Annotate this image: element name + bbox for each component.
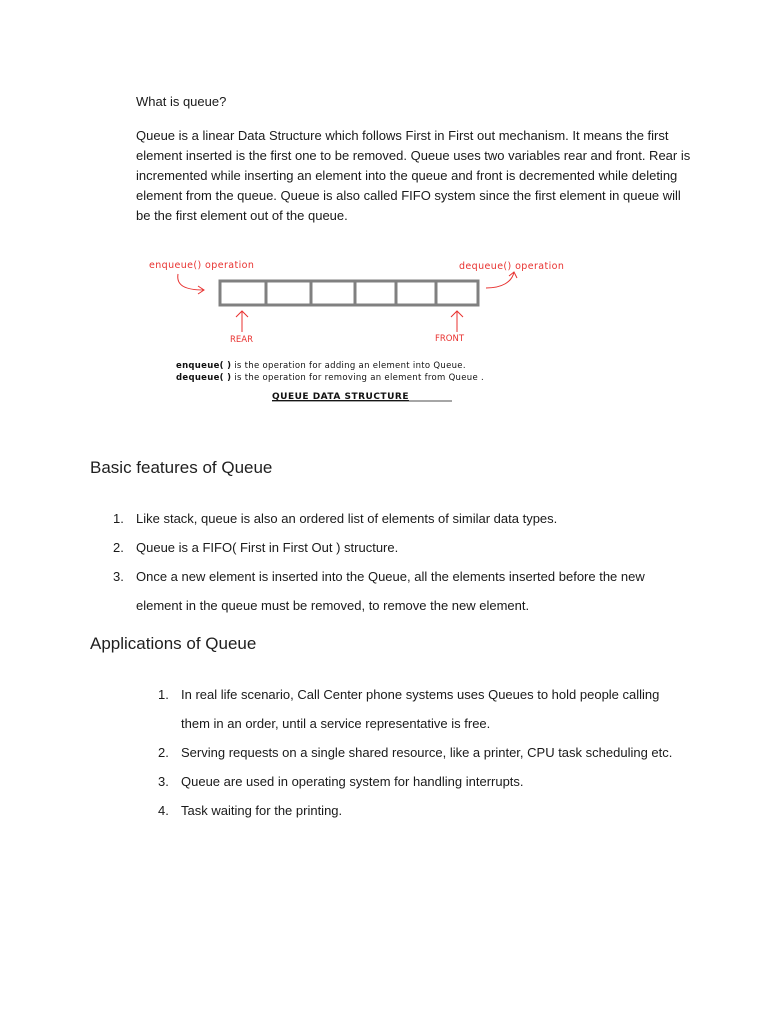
list-item-text: Once a new element is inserted into the Queue, all the elements inserted before the new element in the queue must be removed, to remove the new element. <box>136 569 645 613</box>
section-heading-basic-features: Basic features of Queue <box>90 458 273 477</box>
diagram-caption: QUEUE DATA STRUCTURE <box>272 392 409 402</box>
list-number: 4. <box>158 803 169 818</box>
rear-label: REAR <box>230 335 253 345</box>
list-number: 2. <box>113 540 124 555</box>
section-heading-what-is-queue: What is queue? <box>136 94 227 109</box>
enqueue-description: enqueue( ) is the operation for adding an element into Queue. <box>176 361 466 371</box>
front-label: FRONT <box>435 334 465 344</box>
section-heading-applications: Applications of Queue <box>90 634 257 653</box>
list-item <box>158 680 691 738</box>
dequeue-description: dequeue( ) is the operation for removing an element from Queue . <box>176 373 484 383</box>
list-item <box>113 562 676 620</box>
list-number: 2. <box>158 745 169 760</box>
dequeue-arrow <box>486 272 514 288</box>
list-item-text: In real life scenario, Call Center phone systems uses Queues to hold people calling them in an order, until a service representative is free. <box>181 687 660 731</box>
queue-cells <box>220 281 478 305</box>
queue-diagram <box>140 248 590 408</box>
list-item <box>158 767 691 796</box>
list-number: 1. <box>113 511 124 526</box>
list-item <box>158 738 691 767</box>
list-item-text: Queue is a FIFO( First in First Out ) structure. <box>136 540 399 555</box>
list-number: 1. <box>158 687 169 702</box>
list-item-text: Queue are used in operating system for handling interrupts. <box>181 774 524 789</box>
features-list <box>113 504 676 620</box>
list-item <box>113 504 676 533</box>
list-item-text: Like stack, queue is also an ordered list of elements of similar data types. <box>136 511 558 526</box>
list-item <box>113 533 676 562</box>
intro-paragraph: Queue is a linear Data Structure which follows First in First out mechanism. It means the first element inserted is the first one to be removed. Queue uses two variables rear and front. Rear is incremented while inserting an element into the queue and front is decremented while deleting element from the queue. Queue is also called FIFO system since the first element in queue will be the first element out of the queue. <box>136 128 691 223</box>
list-number: 3. <box>113 569 124 584</box>
list-item-text: Task waiting for the printing. <box>181 803 343 818</box>
list-item-text: Serving requests on a single shared resource, like a printer, CPU task scheduling etc. <box>181 745 673 760</box>
list-number: 3. <box>158 774 169 789</box>
list-item <box>158 796 691 825</box>
applications-list <box>158 680 691 825</box>
enqueue-operation-label: enqueue() operation <box>149 260 255 271</box>
dequeue-operation-label: dequeue() operation <box>459 261 565 272</box>
